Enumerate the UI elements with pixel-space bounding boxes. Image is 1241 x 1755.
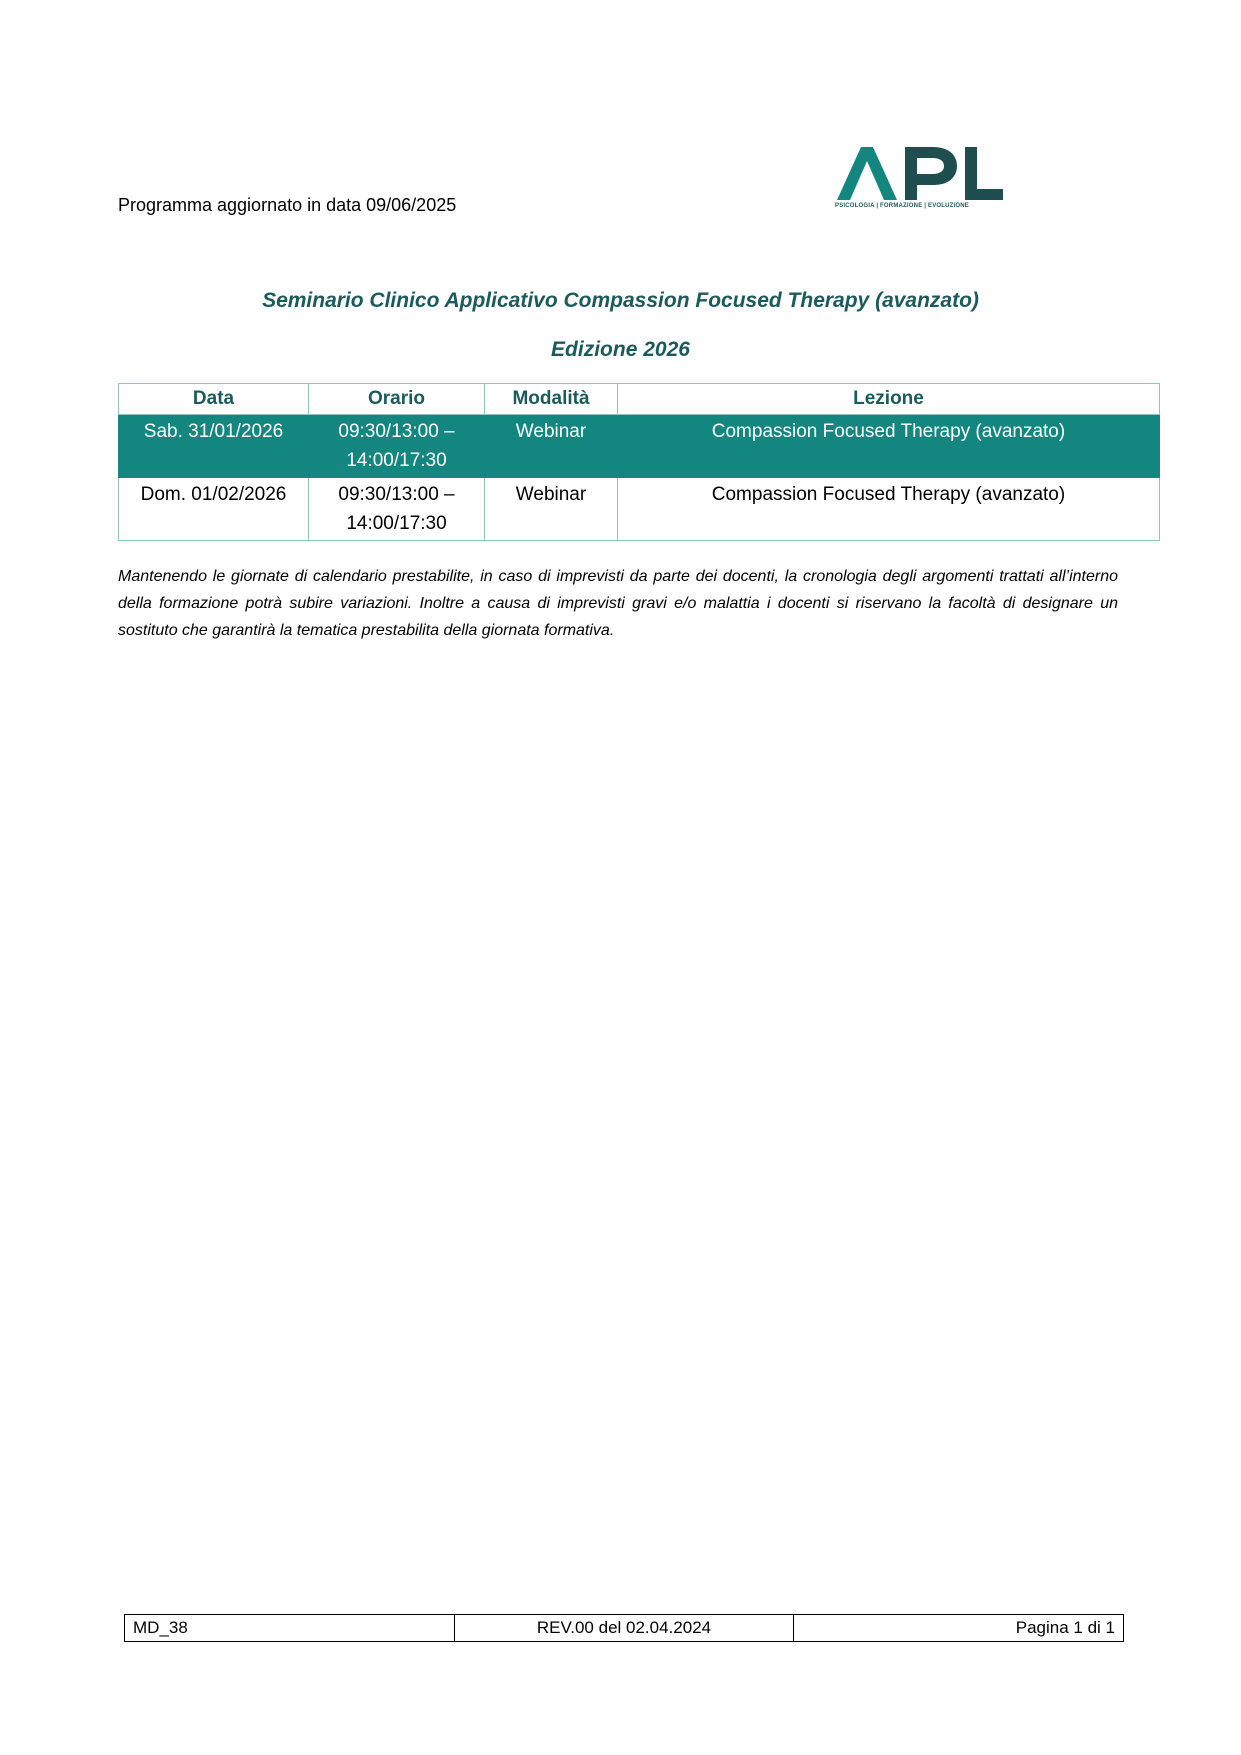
update-date: Programma aggiornato in data 09/06/2025 (118, 195, 457, 215)
cell-lesson: Compassion Focused Therapy (avanzato) (618, 415, 1160, 478)
cell-date: Dom. 01/02/2026 (119, 478, 309, 541)
header-mode: Modalità (485, 384, 618, 415)
table-header-row (119, 384, 1160, 415)
table-row (119, 415, 1160, 478)
header-date: Data (119, 384, 309, 415)
header-lesson: Lezione (618, 384, 1160, 415)
schedule-table (118, 383, 1160, 541)
document-title: Seminario Clinico Applicativo Compassion Focused Therapy (avanzato) (262, 289, 979, 312)
revision-info: REV.00 del 02.04.2024 (454, 1615, 794, 1642)
edition-subtitle: Edizione 2026 (551, 338, 690, 361)
cell-time (309, 415, 485, 478)
time-afternoon: 14:00/17:30 (346, 513, 447, 534)
cell-mode: Webinar (485, 478, 618, 541)
cell-date: Sab. 31/01/2026 (119, 415, 309, 478)
time-afternoon: 14:00/17:30 (346, 450, 447, 471)
document-code: MD_38 (125, 1615, 455, 1642)
logo-tagline: PSICOLOGIA | FORMAZIONE | EVOLUZIONE (835, 203, 970, 209)
cell-mode: Webinar (485, 415, 618, 478)
cell-lesson: Compassion Focused Therapy (avanzato) (618, 478, 1160, 541)
page-footer (124, 1614, 1124, 1642)
time-morning: 09:30/13:00 – (338, 421, 455, 442)
disclaimer-note: Mantenendo le giornate di calendario prestabilite, in caso di imprevisti da parte dei docenti, la cronologia degli argomenti trattati all’interno della formazione potrà subire variazioni. Inoltre a causa di imprevisti gravi e/o malattia i docenti si riservano la facoltà di designare un sostituto che garantirà la tematica prestabilita della giornata formativa. (118, 568, 1118, 639)
header-time: Orario (309, 384, 485, 415)
cell-time (309, 478, 485, 541)
time-morning: 09:30/13:00 – (338, 484, 455, 505)
apl-logo-letters (837, 147, 1003, 200)
table-row (119, 478, 1160, 541)
page-number: Pagina 1 di 1 (794, 1615, 1124, 1642)
